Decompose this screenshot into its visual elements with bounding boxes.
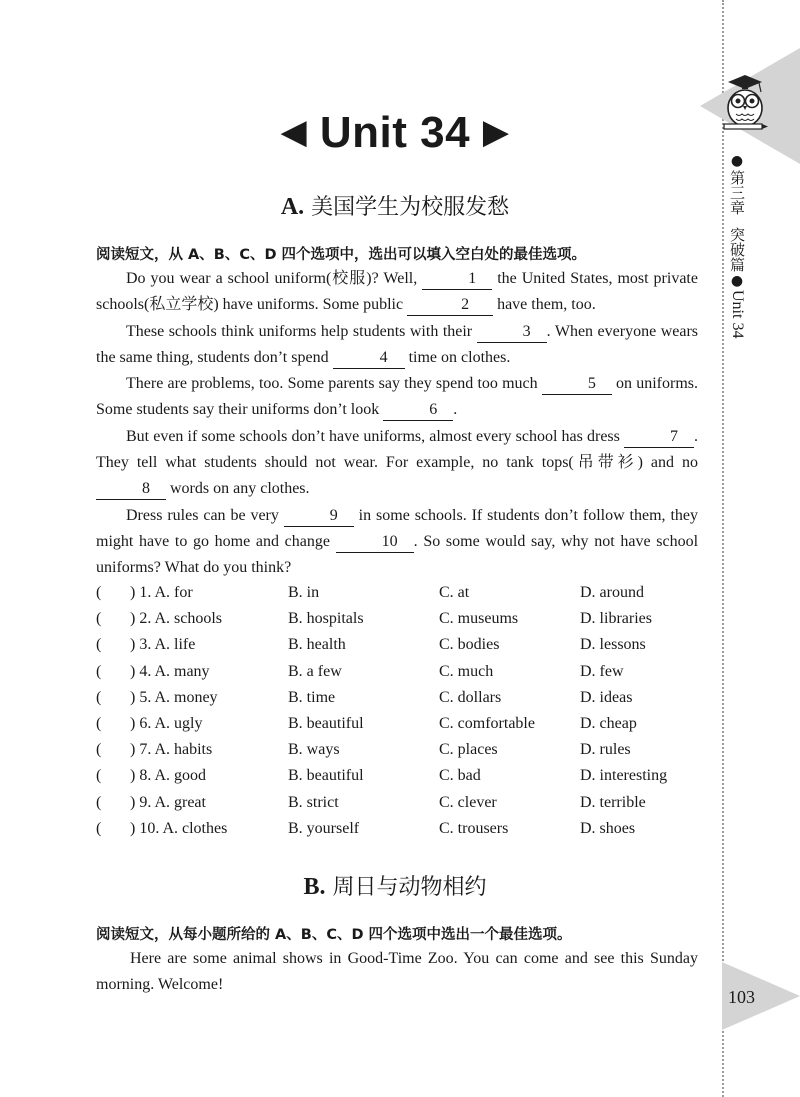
question-row-1 [96, 580, 706, 606]
blank-6: 6 [383, 400, 453, 421]
section-b-instruction: 阅读短文，从每小题所给的 A、B、C、D 四个选项中选出一个最佳选项。 [96, 927, 572, 943]
answer-paren: ( [96, 793, 102, 811]
blank-7: 7 [624, 427, 694, 448]
answer-paren: ( [96, 662, 102, 680]
option-b: B. health [288, 636, 346, 654]
option-b: B. strict [288, 793, 339, 811]
answer-paren: ( [96, 610, 102, 628]
option-b: B. beautiful [288, 767, 364, 785]
left-triangle-icon: ◀ [280, 113, 308, 151]
unit-title-text: Unit 34 [319, 108, 471, 157]
answer-paren: ( [96, 636, 102, 654]
option-b: B. yourself [288, 819, 360, 837]
blank-10: 10 [336, 532, 414, 553]
passage-paragraph: Do you wear a school uniform(校服)? Well, 1 the United States, most private schools(私立学校) have uniforms. Some public 2 have them, too. [96, 266, 698, 319]
answer-paren: ( [96, 741, 102, 759]
option-b: B. a few [288, 662, 342, 680]
passage-paragraph: Dress rules can be very 9 in some schools. If students don’t follow them, they might have to go home and change 10 . So some would say, why not have school uniforms? What do you think? [96, 506, 699, 577]
option-c: C. bodies [439, 636, 500, 654]
section-a-title: 美国学生为校服发愁 [311, 195, 510, 220]
option-b: B. ways [288, 741, 340, 759]
option-c: C. museums [439, 610, 519, 628]
blank-8: 8 [96, 479, 166, 500]
option-c: C. trousers [439, 819, 509, 837]
side-part-text: 突破篇 [728, 227, 746, 272]
option-a: ) 10. A. clothes [130, 819, 228, 837]
right-triangle-icon: ▶ [482, 113, 510, 151]
option-a: ) 4. A. many [130, 662, 210, 680]
passage-paragraph: But even if some schools don’t have uniforms, almost every school has dress 7 . They tell what students should not wear. For example, no tank tops(吊带衫) and no 8 words on any clothes. [96, 424, 698, 503]
question-row-8 [96, 763, 706, 789]
answer-paren: ( [96, 584, 102, 601]
option-c: C. places [439, 741, 498, 759]
question-row-2 [96, 606, 706, 632]
section-b-title: 周日与动物相约 [332, 875, 487, 900]
option-d: D. lessons [580, 636, 646, 654]
section-b-paragraph: Here are some animal shows in Good-Time Zoo. You can come and see this Sunday morning. Welcome! [96, 950, 698, 994]
option-b: B. beautiful [288, 714, 364, 732]
option-d: D. few [580, 662, 624, 680]
section-a-passage [96, 266, 698, 582]
option-a: ) 7. A. habits [130, 741, 213, 759]
question-row-6 [96, 711, 706, 737]
unit-title [0, 108, 790, 158]
option-d: D. rules [580, 741, 631, 759]
option-d: D. around [580, 584, 644, 601]
option-c: C. dollars [439, 688, 502, 706]
option-d: D. interesting [580, 767, 668, 785]
option-b: B. time [288, 688, 336, 706]
option-a: ) 8. A. good [130, 767, 206, 785]
answer-paren: ( [96, 714, 102, 732]
blank-3: 3 [477, 322, 547, 343]
option-a: ) 6. A. ugly [130, 714, 203, 732]
option-c: C. bad [439, 767, 481, 785]
chapter-side-label: ● 第三章 突破篇 ● Unit 34 [728, 153, 746, 339]
answer-paren: ( [96, 819, 102, 837]
section-a-heading [0, 190, 790, 221]
question-options [96, 580, 706, 842]
option-c: C. clever [439, 793, 497, 811]
option-c: C. at [439, 584, 470, 601]
section-b-letter: B. [303, 874, 326, 900]
passage-paragraph: There are problems, too. Some parents say they spend too much 5 on uniforms. Some students say their uniforms don’t look 6 . [96, 371, 698, 424]
section-b-passage [96, 946, 698, 999]
blank-4: 4 [333, 348, 405, 369]
question-row-10 [96, 816, 706, 842]
blank-2: 2 [407, 295, 493, 316]
page-number: 103 [728, 987, 755, 1007]
passage-paragraph: These schools think uniforms help students with their 3 . When everyone wears the same thing, students don’t spend 4 time on clothes. [96, 319, 698, 372]
side-unit-text: Unit 34 [729, 290, 746, 339]
section-b-heading [0, 870, 790, 901]
option-c: C. comfortable [439, 714, 535, 732]
side-chapter-text: 第三章 [728, 170, 746, 215]
option-c: C. much [439, 662, 494, 680]
option-d: D. shoes [580, 819, 636, 837]
blank-1: 1 [422, 269, 492, 290]
answer-paren: ( [96, 688, 102, 706]
option-b: B. hospitals [288, 610, 364, 628]
question-row-9 [96, 790, 706, 816]
answer-paren: ( [96, 767, 102, 785]
question-row-3 [96, 632, 706, 658]
option-d: D. libraries [580, 610, 652, 628]
question-row-4 [96, 659, 706, 685]
section-a-instruction: 阅读短文，从 A、B、C、D 四个选项中，选出可以填入空白处的最佳选项。 [96, 247, 587, 263]
option-a: ) 5. A. money [130, 688, 218, 706]
option-a: ) 9. A. great [130, 793, 206, 811]
option-b: B. in [288, 584, 320, 601]
option-d: D. terrible [580, 793, 646, 811]
blank-5: 5 [542, 374, 612, 395]
blank-9: 9 [284, 506, 354, 527]
option-d: D. cheap [580, 714, 637, 732]
option-a: ) 2. A. schools [130, 610, 222, 628]
question-row-7 [96, 737, 706, 763]
option-a: ) 1. A. for [130, 584, 193, 601]
option-d: D. ideas [580, 688, 633, 706]
question-row-5 [96, 685, 706, 711]
section-a-letter: A. [280, 194, 305, 220]
option-a: ) 3. A. life [130, 636, 196, 654]
